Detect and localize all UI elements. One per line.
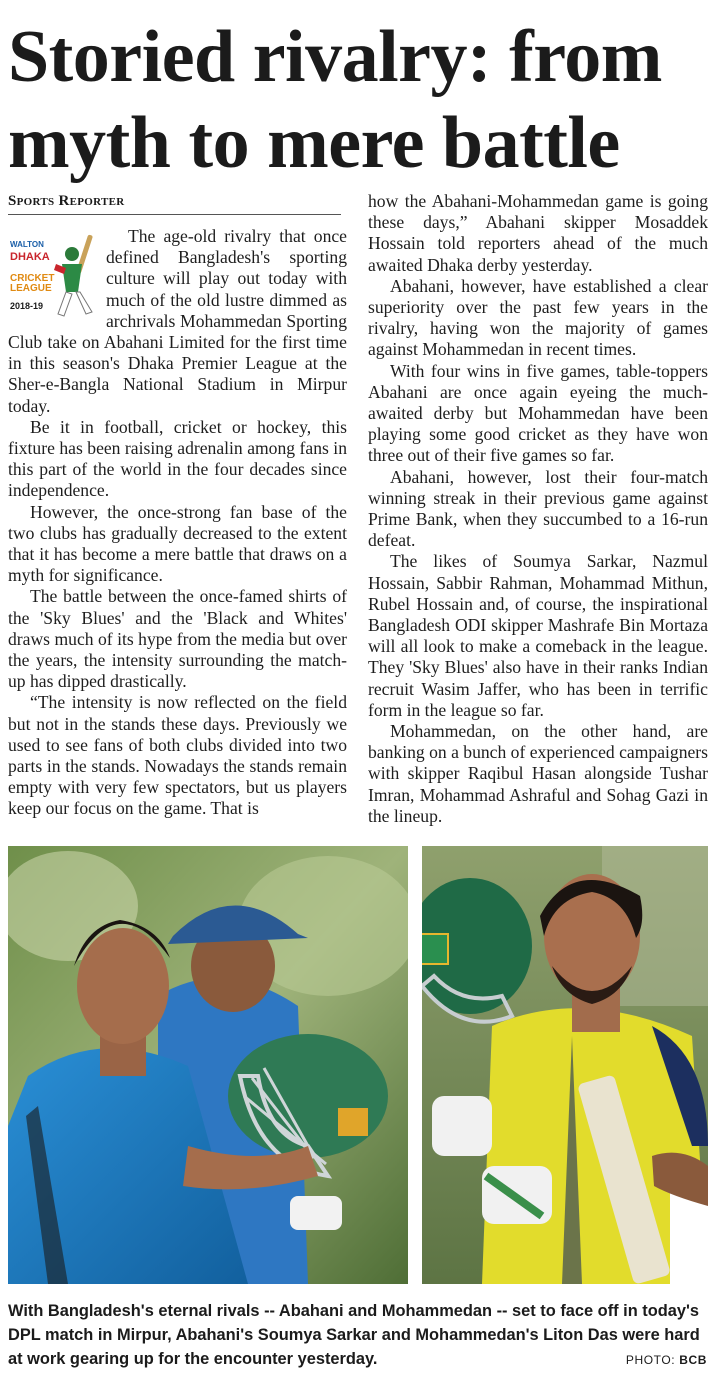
paragraph: Mohammedan, on the other hand, are banking on a bunch of experienced campaigners with skipper Raqibul Hasan alongside Tushar Imran, Mohammad Ashraful and Sohag Gazi in the lineup.	[368, 721, 709, 826]
article-column-2	[368, 191, 708, 827]
batsman-icon	[48, 230, 96, 320]
photo-liton-das	[422, 846, 708, 1284]
paragraph: how the Abahani-Mohammedan game is going these days,” Abahani skipper Mosaddek Hossain told reporters ahead of the much awaited Dhaka derby yesterday.	[368, 191, 708, 275]
credit-label: PHOTO:	[625, 1353, 676, 1367]
photo-soumya-sarkar	[8, 846, 408, 1284]
paragraph: Abahani, however, lost their four-match winning streak in their previous game against Prime Bank, when they succumbed to a 16-run defeat.	[368, 466, 708, 551]
paragraph: However, the once-strong fan base of the two clubs has gradually decreased to the extent that it has become a mere battle that draws on a myth for significance.	[8, 501, 347, 586]
paragraph: The likes of Soumya Sarkar, Nazmul Hossain, Sabbir Rahman, Mohammad Mithun, Rubel Hossain and, of course, the inspirational Bangladesh ODI skipper Mashrafe Bin Mortaza will all look to make a comeback in the league. They 'Sky Blues' also have in their ranks Indian recruit Wasim Jaffer, who has been in terrific form in the league so far.	[368, 551, 708, 720]
logo-line-2: CRICKET LEAGUE	[10, 273, 55, 294]
headline: Storied rivalry: from myth to mere battle	[8, 16, 662, 184]
paragraph: The battle between the once-famed shirts of the 'Sky Blues' and the 'Black and Whites' draws much of its hype from the media but over the years, the intensity surrounding the match-up has dipped drastically.	[8, 586, 347, 692]
byline: Sports Reporter	[8, 193, 341, 215]
logo-years: 2018-19	[10, 301, 44, 311]
league-logo	[8, 230, 96, 322]
photo-caption: With Bangladesh's eternal rivals -- Abahani and Mohammedan -- set to face off in today's DPL match in Mirpur, Abahani's Soumya Sarkar and Mohammedan's Liton Das were hard at work gearing up for the encounter yesterday.	[8, 1302, 700, 1368]
logo-line-1: DHAKA	[10, 251, 50, 263]
photo-credit	[626, 1353, 707, 1367]
paragraph: With four wins in five games, table-toppers Abahani are once again eyeing the much-awaited derby but Mohammedan have been playing some good cricket as they have won three out of their five games so far.	[368, 360, 708, 466]
paragraph: Abahani, however, have established a clear superiority over the past few years in the rivalry, having won the majority of games against Mohammedan in recent times.	[368, 275, 708, 360]
photo-panel	[8, 846, 708, 1284]
paragraph: Be it in football, cricket or hockey, this fixture has been raising adrenalin among fans in this part of the world in the four decades since independence.	[8, 416, 347, 501]
article-column-1	[8, 226, 347, 820]
credit-source: BCB	[679, 1353, 707, 1367]
paragraph: The age-old rivalry that once defined Bangladesh's sporting culture will play out today with much of the old lustre dimmed as archrivals Mohammedan Sporting Club take on Abahani Limited for the first time in this season's Dhaka Premier League at the Sher-e-Bangla National Stadium in Mirpur today.	[8, 226, 347, 416]
logo-brand: WALTON	[10, 240, 44, 249]
paragraph: “The intensity is now reflected on the field but not in the stands these days. Previously we used to see fans of both clubs divided into two parts in the stands. Nowadays the stands remain empty with very few spectators, but us players keep our focus on the game. That is	[8, 692, 347, 819]
